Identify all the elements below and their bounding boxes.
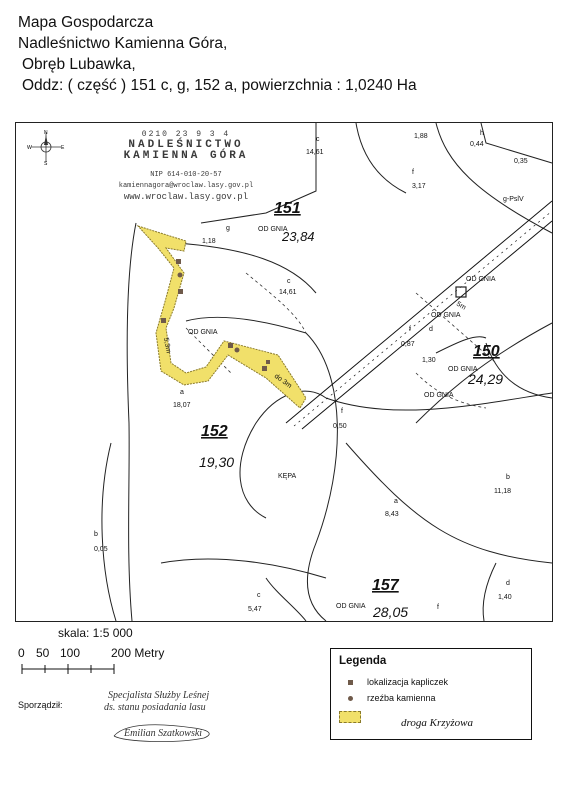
signature-name: Emilian Szatkowski	[124, 728, 203, 739]
stamp-code: 0210 23 9 3 4	[141, 130, 231, 139]
scale-bar	[22, 664, 122, 674]
label-kepa: KĘPA	[278, 473, 297, 480]
label-b-2: b	[94, 531, 98, 538]
label-c-mid-val: 14,61	[279, 289, 297, 296]
division-152-area: 19,30	[199, 454, 235, 470]
division-labels	[199, 200, 503, 620]
legend-item-sculpture	[339, 693, 436, 703]
shaded-marker	[456, 287, 466, 297]
label-f-4: f	[437, 604, 439, 611]
signature-line-2: ds. stanu posiadania lasu	[104, 702, 206, 713]
road-edge	[286, 201, 552, 423]
subdivision-line	[246, 273, 306, 333]
label-c-mid: c	[287, 278, 291, 285]
stamp-web: www.wroclaw.lasy.gov.pl	[123, 192, 249, 202]
label-b-1-val: 11,18	[494, 488, 511, 495]
label-od-gnia-2: OD GNIA	[188, 329, 218, 336]
legend-item-chapels	[339, 677, 448, 687]
scale-label: skala: 1:5 000	[58, 626, 133, 640]
label-length-2: 5,3m	[162, 337, 172, 354]
label-od-gnia-6: OD GNIA	[424, 392, 454, 399]
label-od-gnia-1: OD GNIA	[258, 226, 288, 233]
stamp-email: kamiennagora@wroclaw.lasy.gov.pl	[118, 182, 254, 190]
label-h-val: 0,44	[470, 141, 484, 148]
map-frame	[15, 122, 553, 622]
legend-item-chapels-label: lokalizacja kapliczek	[367, 677, 449, 687]
label-a-150: a	[394, 498, 398, 505]
label-d-1-val: 1,30	[422, 357, 436, 364]
label-b-2-val: 0,05	[94, 546, 108, 553]
label-a-150-val: 8,43	[385, 511, 399, 518]
inner-subdivisions	[186, 273, 496, 408]
legend-box	[330, 648, 532, 740]
label-c-bot: c	[257, 592, 261, 599]
legend-item-path-label: droga Krzyżowa	[401, 717, 474, 729]
scale-tick-50: 50	[36, 646, 50, 660]
header-district: Nadleśnictwo Kamienna Góra,	[18, 35, 228, 52]
sculpture-dot-icon	[339, 696, 361, 701]
parcel-marker	[456, 287, 466, 297]
label-od-gnia-3: OD GNIA	[466, 276, 496, 283]
legend-item-sculpture-label: rzeźba kamienna	[367, 693, 436, 703]
road-centerline-path	[294, 211, 552, 426]
label-f-1: f	[412, 169, 414, 176]
division-150: 150	[473, 343, 500, 360]
scale-tick-0: 0	[18, 646, 25, 660]
boundary-line	[346, 443, 552, 563]
road-band	[286, 201, 552, 429]
boundary-line	[306, 333, 337, 621]
division-152: 152	[201, 423, 228, 440]
label-g: g	[226, 225, 230, 232]
label-od-gnia-5: OD GNIA	[448, 366, 478, 373]
division-151-area: 23,84	[282, 229, 315, 244]
compass-w: W	[27, 145, 32, 151]
chapel-square-icon	[339, 680, 361, 685]
scale-tick-200: 200 Metry	[111, 646, 165, 660]
boundary-line	[481, 123, 552, 163]
chapel-marker	[161, 318, 166, 323]
boundary-line	[102, 443, 116, 621]
division-157: 157	[372, 577, 399, 594]
header-title: Mapa Gospodarcza	[18, 14, 154, 31]
label-d-2: d	[506, 580, 510, 587]
compass-icon	[28, 129, 64, 165]
label-f-3-val: 0,50	[333, 423, 347, 430]
label-length-3: do 3m	[272, 372, 293, 390]
compass-n: N	[44, 130, 48, 136]
label-c-top-val: 14,61	[306, 149, 324, 156]
compass-s: S	[44, 161, 48, 167]
stone-sculpture-marker	[178, 273, 183, 278]
scale-ticks	[18, 646, 188, 660]
label-length-1: 5m	[455, 300, 467, 312]
compass-rose	[28, 129, 64, 165]
header-precinct: Obręb Lubawka,	[22, 56, 136, 73]
boundary-line	[161, 559, 326, 578]
boundary-line	[127, 223, 136, 621]
map-header	[18, 12, 417, 96]
header-compartment: Oddz: ( część ) 151 c, g, 152 a, powierzchnia : 1,0240 Ha	[22, 77, 417, 94]
stone-sculpture-markers	[178, 273, 240, 353]
boundary-line	[266, 578, 306, 621]
label-f-2-val: 0,87	[401, 341, 415, 348]
path-swatch-icon	[339, 711, 361, 723]
stamp-title-1: NADLEŚNICTWO	[128, 139, 244, 151]
chapel-marker	[266, 360, 270, 364]
road-centerline	[294, 211, 552, 426]
label-f-3: f	[341, 408, 343, 415]
legend-item-path	[339, 711, 367, 723]
label-b-1: b	[506, 474, 510, 481]
legend-title: Legenda	[339, 655, 387, 667]
boundary-line	[176, 243, 316, 293]
label-od-gnia-7: OD GNIA	[336, 603, 366, 610]
label-d-2-val: 1,40	[498, 594, 512, 601]
label-0-35: 0,35	[514, 158, 528, 165]
compass-e: E	[61, 145, 65, 151]
label-h: h	[480, 130, 484, 137]
division-150-area: 24,29	[468, 371, 504, 387]
label-gpsl: g-PslV	[503, 196, 524, 203]
label-c-top: c	[316, 136, 320, 143]
chapel-marker	[228, 343, 233, 348]
label-od-gnia-4: OD GNIA	[431, 312, 461, 319]
label-d-1: d	[429, 326, 433, 333]
boundary-line	[483, 563, 496, 621]
label-1-88: 1,88	[414, 133, 428, 140]
boundary-line	[356, 123, 406, 193]
label-f-2: f	[409, 326, 411, 333]
label-g-val: 1,18	[202, 238, 216, 245]
boundary-line	[436, 123, 552, 233]
division-151: 151	[274, 200, 301, 217]
label-c-bot-val: 5,47	[248, 606, 262, 613]
chapel-marker	[262, 366, 267, 371]
stamp-nip: NIP 614-010-20-57	[150, 171, 222, 179]
label-f-1-val: 3,17	[412, 183, 426, 190]
label-a-152-val: 18,07	[173, 402, 191, 409]
division-157-area: 28,05	[373, 604, 409, 620]
signature-line-1: Specjalista Służby Leśnej	[108, 690, 210, 701]
prepared-by-label: Sporządził:	[18, 700, 63, 710]
stone-sculpture-marker	[235, 348, 240, 353]
signature-scribble	[84, 688, 244, 748]
chapel-marker	[176, 259, 181, 264]
stamp-title-2: KAMIENNA GÓRA	[123, 150, 249, 162]
scale-tick-100: 100	[60, 646, 81, 660]
chapel-marker	[178, 289, 183, 294]
signature-stamp	[84, 688, 244, 748]
label-a-152: a	[180, 389, 184, 396]
forestry-stamp	[86, 129, 286, 203]
